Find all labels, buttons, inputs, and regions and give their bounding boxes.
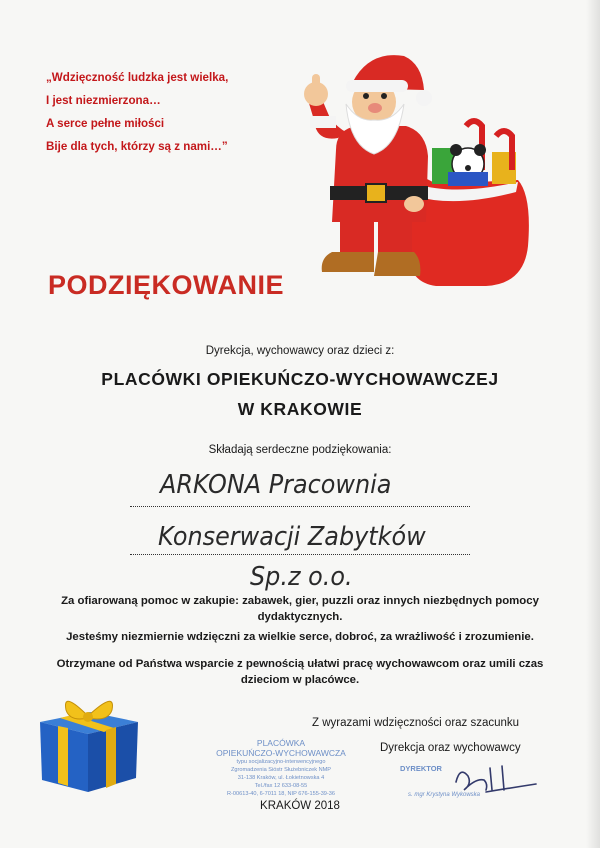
intro-text: Dyrekcja, wychowawcy oraz dzieci z: bbox=[205, 345, 395, 357]
poem-line: „Wdzięczność ludzka jest wielka, bbox=[46, 71, 229, 84]
stamp-line: Tel./fax 12 633-08-55 bbox=[254, 783, 308, 789]
institution-stamp bbox=[206, 738, 356, 798]
recipient-name-line-3: Sp.z o.o. bbox=[250, 562, 353, 592]
page-edge-shadow bbox=[586, 0, 600, 848]
handwritten-signature bbox=[450, 762, 540, 796]
stamp-line: PLACÓWKA bbox=[256, 738, 306, 748]
director-stamp-title: DYREKTOR bbox=[400, 764, 442, 773]
closing-signatories: Dyrekcja oraz wychowawcy bbox=[380, 742, 521, 754]
poem bbox=[46, 66, 228, 158]
santa-claus-illustration bbox=[296, 46, 542, 296]
institution-name-line-2: W KRAKOWIE bbox=[237, 399, 363, 419]
stamp-line: Zgromadzenia Sióstr Służebniczek NMP bbox=[230, 767, 332, 773]
poem-line: Bije dla tych, którzy są z nami…” bbox=[46, 140, 228, 153]
stamp-line: R-00613-40, 6-7011 18, NIP 676-155-39-36 bbox=[226, 791, 335, 797]
gift-box-illustration bbox=[32, 686, 144, 794]
closing-regards: Z wyrazami wdzięczności oraz szacunku bbox=[312, 717, 520, 729]
thanks-line: Składają serdeczne podziękowania: bbox=[208, 444, 392, 456]
poem-line: A serce pełne miłości bbox=[46, 117, 165, 130]
dotted-line bbox=[130, 506, 470, 507]
paragraph-support: Otrzymane od Państwa wsparcie z pewnością ułatwi pracę wychowawcom oraz umili czas dzieciom w placówce. bbox=[56, 658, 544, 686]
stamp-line: typu socjalizacyjno-interwencyjnego bbox=[236, 759, 326, 765]
paragraph-donation: Za ofiarowaną pomoc w zakupie: zabawek, gier, puzzli oraz innych niezbędnych pomocy dydaktycznych. bbox=[61, 595, 539, 623]
director-stamp-name: s. mgr Krystyna Wykowska bbox=[408, 792, 481, 798]
stamp-line: 31-138 Kraków, ul. Łokietnowska 4 bbox=[237, 775, 325, 781]
paragraph-gratitude: Jesteśmy niezmiernie wdzięczni za wielkie serce, dobroć, za wrażliwość i zrozumienie. bbox=[66, 631, 534, 643]
institution-name-line-1: PLACÓWKI OPIEKUŃCZO-WYCHOWAWCZEJ bbox=[101, 369, 499, 389]
stamp-line: OPIEKUŃCZO-WYCHOWAWCZA bbox=[216, 748, 346, 758]
recipient-name-line-2: Konserwacji Zabytków bbox=[158, 522, 426, 552]
poem-line: I jest niezmierzona… bbox=[46, 94, 161, 107]
page-title: PODZIĘKOWANIE bbox=[48, 270, 285, 300]
recipient-name-line-1: ARKONA Pracownia bbox=[160, 470, 392, 500]
place-and-date: KRAKÓW 2018 bbox=[260, 800, 340, 812]
dotted-line bbox=[130, 554, 470, 555]
